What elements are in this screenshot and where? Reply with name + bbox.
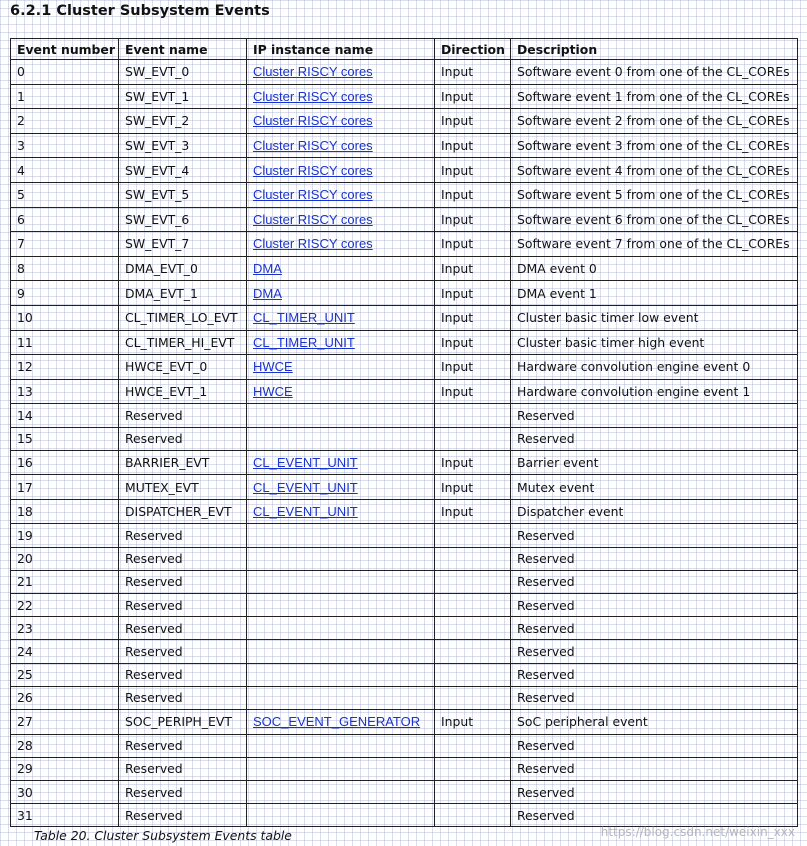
description-cell: DMA event 1 (511, 281, 798, 306)
events-table (10, 38, 798, 827)
table-row (11, 355, 798, 380)
description-cell: Reserved (511, 547, 798, 570)
description-cell: Dispatcher event (511, 499, 798, 524)
ip-instance-cell (247, 780, 435, 803)
ip-instance-cell (247, 757, 435, 780)
ip-instance-cell (247, 450, 435, 475)
direction-cell: Input (435, 355, 511, 380)
description-cell: Reserved (511, 617, 798, 640)
direction-cell: Input (435, 182, 511, 207)
direction-cell: Input (435, 499, 511, 524)
ip-instance-link[interactable]: SOC_EVENT_GENERATOR (253, 714, 421, 730)
description-cell: Reserved (511, 524, 798, 547)
direction-cell (435, 686, 511, 709)
table-row (11, 379, 798, 404)
event-name-cell: Reserved (119, 757, 247, 780)
event-number-cell: 26 (11, 686, 119, 709)
direction-cell: Input (435, 709, 511, 734)
event-name-cell: CL_TIMER_HI_EVT (119, 330, 247, 355)
event-name-cell: Reserved (119, 594, 247, 617)
event-name-cell: Reserved (119, 617, 247, 640)
table-row (11, 686, 798, 709)
event-number-cell: 23 (11, 617, 119, 640)
direction-cell (435, 780, 511, 803)
ip-instance-link[interactable]: Cluster RISCY cores (253, 236, 373, 252)
ip-instance-link[interactable]: CL_EVENT_UNIT (253, 479, 358, 495)
event-number-cell: 8 (11, 256, 119, 281)
direction-cell (435, 804, 511, 827)
event-number-cell: 22 (11, 594, 119, 617)
direction-cell: Input (435, 256, 511, 281)
event-name-cell: DMA_EVT_0 (119, 256, 247, 281)
event-number-cell: 25 (11, 663, 119, 686)
description-cell: Software event 2 from one of the CL_COREs (511, 109, 798, 134)
event-number-cell: 10 (11, 305, 119, 330)
direction-cell: Input (435, 133, 511, 158)
direction-cell: Input (435, 232, 511, 257)
ip-instance-link[interactable]: HWCE (253, 384, 293, 400)
ip-instance-cell (247, 734, 435, 757)
direction-cell (435, 547, 511, 570)
description-cell: Cluster basic timer low event (511, 305, 798, 330)
table-row (11, 281, 798, 306)
event-number-cell: 29 (11, 757, 119, 780)
table-row (11, 133, 798, 158)
ip-instance-cell (247, 404, 435, 427)
event-number-cell: 9 (11, 281, 119, 306)
description-cell: SoC peripheral event (511, 709, 798, 734)
event-number-cell: 2 (11, 109, 119, 134)
ip-instance-link[interactable]: CL_EVENT_UNIT (253, 504, 358, 520)
ip-instance-cell (247, 281, 435, 306)
event-name-cell: SW_EVT_6 (119, 207, 247, 232)
table-row (11, 330, 798, 355)
ip-instance-cell (247, 570, 435, 593)
table-row (11, 804, 798, 827)
table-row (11, 570, 798, 593)
table-row (11, 207, 798, 232)
event-number-cell: 31 (11, 804, 119, 827)
event-number-cell: 15 (11, 427, 119, 450)
event-name-cell: Reserved (119, 686, 247, 709)
column-header-direction: Direction (435, 39, 511, 60)
description-cell: Reserved (511, 804, 798, 827)
ip-instance-cell (247, 133, 435, 158)
column-header-event-number: Event number (11, 39, 119, 60)
table-row (11, 404, 798, 427)
ip-instance-link[interactable]: CL_EVENT_UNIT (253, 454, 358, 470)
description-cell: Hardware convolution engine event 1 (511, 379, 798, 404)
table-row (11, 524, 798, 547)
event-number-cell: 4 (11, 158, 119, 183)
event-name-cell: SW_EVT_3 (119, 133, 247, 158)
ip-instance-cell (247, 109, 435, 134)
direction-cell: Input (435, 450, 511, 475)
table-row (11, 640, 798, 663)
event-name-cell: DMA_EVT_1 (119, 281, 247, 306)
table-row (11, 757, 798, 780)
table-row (11, 84, 798, 109)
event-number-cell: 1 (11, 84, 119, 109)
ip-instance-link[interactable]: Cluster RISCY cores (253, 211, 373, 227)
ip-instance-link[interactable]: Cluster RISCY cores (253, 88, 373, 104)
event-name-cell: Reserved (119, 663, 247, 686)
table-row (11, 475, 798, 500)
description-cell: Reserved (511, 757, 798, 780)
column-header-description: Description (511, 39, 798, 60)
ip-instance-cell (247, 84, 435, 109)
column-header-event-name: Event name (119, 39, 247, 60)
ip-instance-link[interactable]: DMA (253, 261, 282, 277)
direction-cell (435, 640, 511, 663)
ip-instance-cell (247, 663, 435, 686)
ip-instance-cell (247, 256, 435, 281)
event-name-cell: BARRIER_EVT (119, 450, 247, 475)
description-cell: Reserved (511, 404, 798, 427)
ip-instance-link[interactable]: DMA (253, 285, 282, 301)
ip-instance-link[interactable]: Cluster RISCY cores (253, 187, 373, 203)
ip-instance-cell (247, 330, 435, 355)
table-row (11, 617, 798, 640)
table-row (11, 547, 798, 570)
direction-cell (435, 427, 511, 450)
ip-instance-cell (247, 182, 435, 207)
description-cell: Software event 1 from one of the CL_COREs (511, 84, 798, 109)
table-row (11, 305, 798, 330)
ip-instance-cell (247, 207, 435, 232)
ip-instance-cell (247, 686, 435, 709)
description-cell: Software event 0 from one of the CL_COREs (511, 60, 798, 85)
table-row (11, 256, 798, 281)
description-cell: Software event 5 from one of the CL_COREs (511, 182, 798, 207)
ip-instance-link[interactable]: HWCE (253, 359, 293, 375)
event-number-cell: 14 (11, 404, 119, 427)
direction-cell: Input (435, 330, 511, 355)
direction-cell: Input (435, 379, 511, 404)
event-number-cell: 27 (11, 709, 119, 734)
event-number-cell: 6 (11, 207, 119, 232)
table-row (11, 734, 798, 757)
ip-instance-cell (247, 499, 435, 524)
event-name-cell: SW_EVT_7 (119, 232, 247, 257)
description-cell: Reserved (511, 663, 798, 686)
event-number-cell: 0 (11, 60, 119, 85)
event-name-cell: SW_EVT_0 (119, 60, 247, 85)
ip-instance-cell (247, 804, 435, 827)
direction-cell: Input (435, 84, 511, 109)
direction-cell (435, 663, 511, 686)
table-row (11, 499, 798, 524)
description-cell: Reserved (511, 780, 798, 803)
ip-instance-link[interactable]: Cluster RISCY cores (253, 162, 373, 178)
table-row (11, 450, 798, 475)
description-cell: Reserved (511, 734, 798, 757)
event-name-cell: SOC_PERIPH_EVT (119, 709, 247, 734)
direction-cell (435, 524, 511, 547)
table-row (11, 109, 798, 134)
direction-cell (435, 734, 511, 757)
event-number-cell: 30 (11, 780, 119, 803)
event-name-cell: DISPATCHER_EVT (119, 499, 247, 524)
event-name-cell: Reserved (119, 570, 247, 593)
table-row (11, 232, 798, 257)
description-cell: Software event 3 from one of the CL_COREs (511, 133, 798, 158)
description-cell: Cluster basic timer high event (511, 330, 798, 355)
description-cell: Software event 6 from one of the CL_COREs (511, 207, 798, 232)
ip-instance-cell (247, 60, 435, 85)
ip-instance-link[interactable]: Cluster RISCY cores (253, 113, 373, 129)
ip-instance-cell (247, 305, 435, 330)
event-name-cell: HWCE_EVT_0 (119, 355, 247, 380)
description-cell: Barrier event (511, 450, 798, 475)
ip-instance-cell (247, 427, 435, 450)
event-name-cell: Reserved (119, 780, 247, 803)
event-number-cell: 12 (11, 355, 119, 380)
event-number-cell: 18 (11, 499, 119, 524)
table-row (11, 594, 798, 617)
event-number-cell: 13 (11, 379, 119, 404)
direction-cell (435, 404, 511, 427)
ip-instance-cell (247, 709, 435, 734)
ip-instance-cell (247, 158, 435, 183)
direction-cell: Input (435, 475, 511, 500)
event-name-cell: Reserved (119, 734, 247, 757)
ip-instance-link[interactable]: Cluster RISCY cores (253, 64, 373, 80)
ip-instance-cell (247, 617, 435, 640)
event-number-cell: 3 (11, 133, 119, 158)
direction-cell: Input (435, 281, 511, 306)
direction-cell (435, 570, 511, 593)
direction-cell (435, 757, 511, 780)
event-number-cell: 24 (11, 640, 119, 663)
event-name-cell: Reserved (119, 404, 247, 427)
event-number-cell: 21 (11, 570, 119, 593)
watermark: https://blog.csdn.net/weixin_xxx (600, 825, 795, 839)
event-name-cell: CL_TIMER_LO_EVT (119, 305, 247, 330)
event-number-cell: 16 (11, 450, 119, 475)
table-row (11, 60, 798, 85)
event-number-cell: 28 (11, 734, 119, 757)
event-name-cell: SW_EVT_1 (119, 84, 247, 109)
ip-instance-cell (247, 524, 435, 547)
event-number-cell: 5 (11, 182, 119, 207)
event-number-cell: 17 (11, 475, 119, 500)
description-cell: Reserved (511, 594, 798, 617)
description-cell: Reserved (511, 570, 798, 593)
ip-instance-cell (247, 232, 435, 257)
event-number-cell: 19 (11, 524, 119, 547)
event-name-cell: MUTEX_EVT (119, 475, 247, 500)
direction-cell: Input (435, 207, 511, 232)
description-cell: Reserved (511, 640, 798, 663)
direction-cell: Input (435, 158, 511, 183)
description-cell: Reserved (511, 686, 798, 709)
description-cell: Reserved (511, 427, 798, 450)
description-cell: Software event 7 from one of the CL_COREs (511, 232, 798, 257)
event-name-cell: Reserved (119, 427, 247, 450)
direction-cell: Input (435, 109, 511, 134)
direction-cell (435, 617, 511, 640)
ip-instance-cell (247, 547, 435, 570)
table-row (11, 158, 798, 183)
description-cell: Hardware convolution engine event 0 (511, 355, 798, 380)
table-row (11, 709, 798, 734)
ip-instance-cell (247, 594, 435, 617)
description-cell: Software event 4 from one of the CL_COREs (511, 158, 798, 183)
table-row (11, 663, 798, 686)
header-row (11, 39, 798, 60)
event-number-cell: 7 (11, 232, 119, 257)
event-name-cell: SW_EVT_2 (119, 109, 247, 134)
ip-instance-link[interactable]: CL_TIMER_UNIT (253, 334, 355, 350)
ip-instance-cell (247, 355, 435, 380)
table-row (11, 780, 798, 803)
direction-cell: Input (435, 60, 511, 85)
section-title: 6.2.1 Cluster Subsystem Events (10, 3, 270, 19)
event-name-cell: SW_EVT_5 (119, 182, 247, 207)
description-cell: Mutex event (511, 475, 798, 500)
direction-cell: Input (435, 305, 511, 330)
event-number-cell: 11 (11, 330, 119, 355)
column-header-ip-instance-name: IP instance name (247, 39, 435, 60)
description-cell: DMA event 0 (511, 256, 798, 281)
ip-instance-cell (247, 475, 435, 500)
event-name-cell: SW_EVT_4 (119, 158, 247, 183)
ip-instance-cell (247, 379, 435, 404)
table-caption: Table 20. Cluster Subsystem Events table (34, 828, 292, 843)
event-name-cell: Reserved (119, 804, 247, 827)
event-number-cell: 20 (11, 547, 119, 570)
direction-cell (435, 594, 511, 617)
event-name-cell: HWCE_EVT_1 (119, 379, 247, 404)
ip-instance-link[interactable]: CL_TIMER_UNIT (253, 310, 355, 326)
event-name-cell: Reserved (119, 524, 247, 547)
ip-instance-cell (247, 640, 435, 663)
event-name-cell: Reserved (119, 640, 247, 663)
table-row (11, 182, 798, 207)
ip-instance-link[interactable]: Cluster RISCY cores (253, 138, 373, 154)
table-row (11, 427, 798, 450)
event-name-cell: Reserved (119, 547, 247, 570)
